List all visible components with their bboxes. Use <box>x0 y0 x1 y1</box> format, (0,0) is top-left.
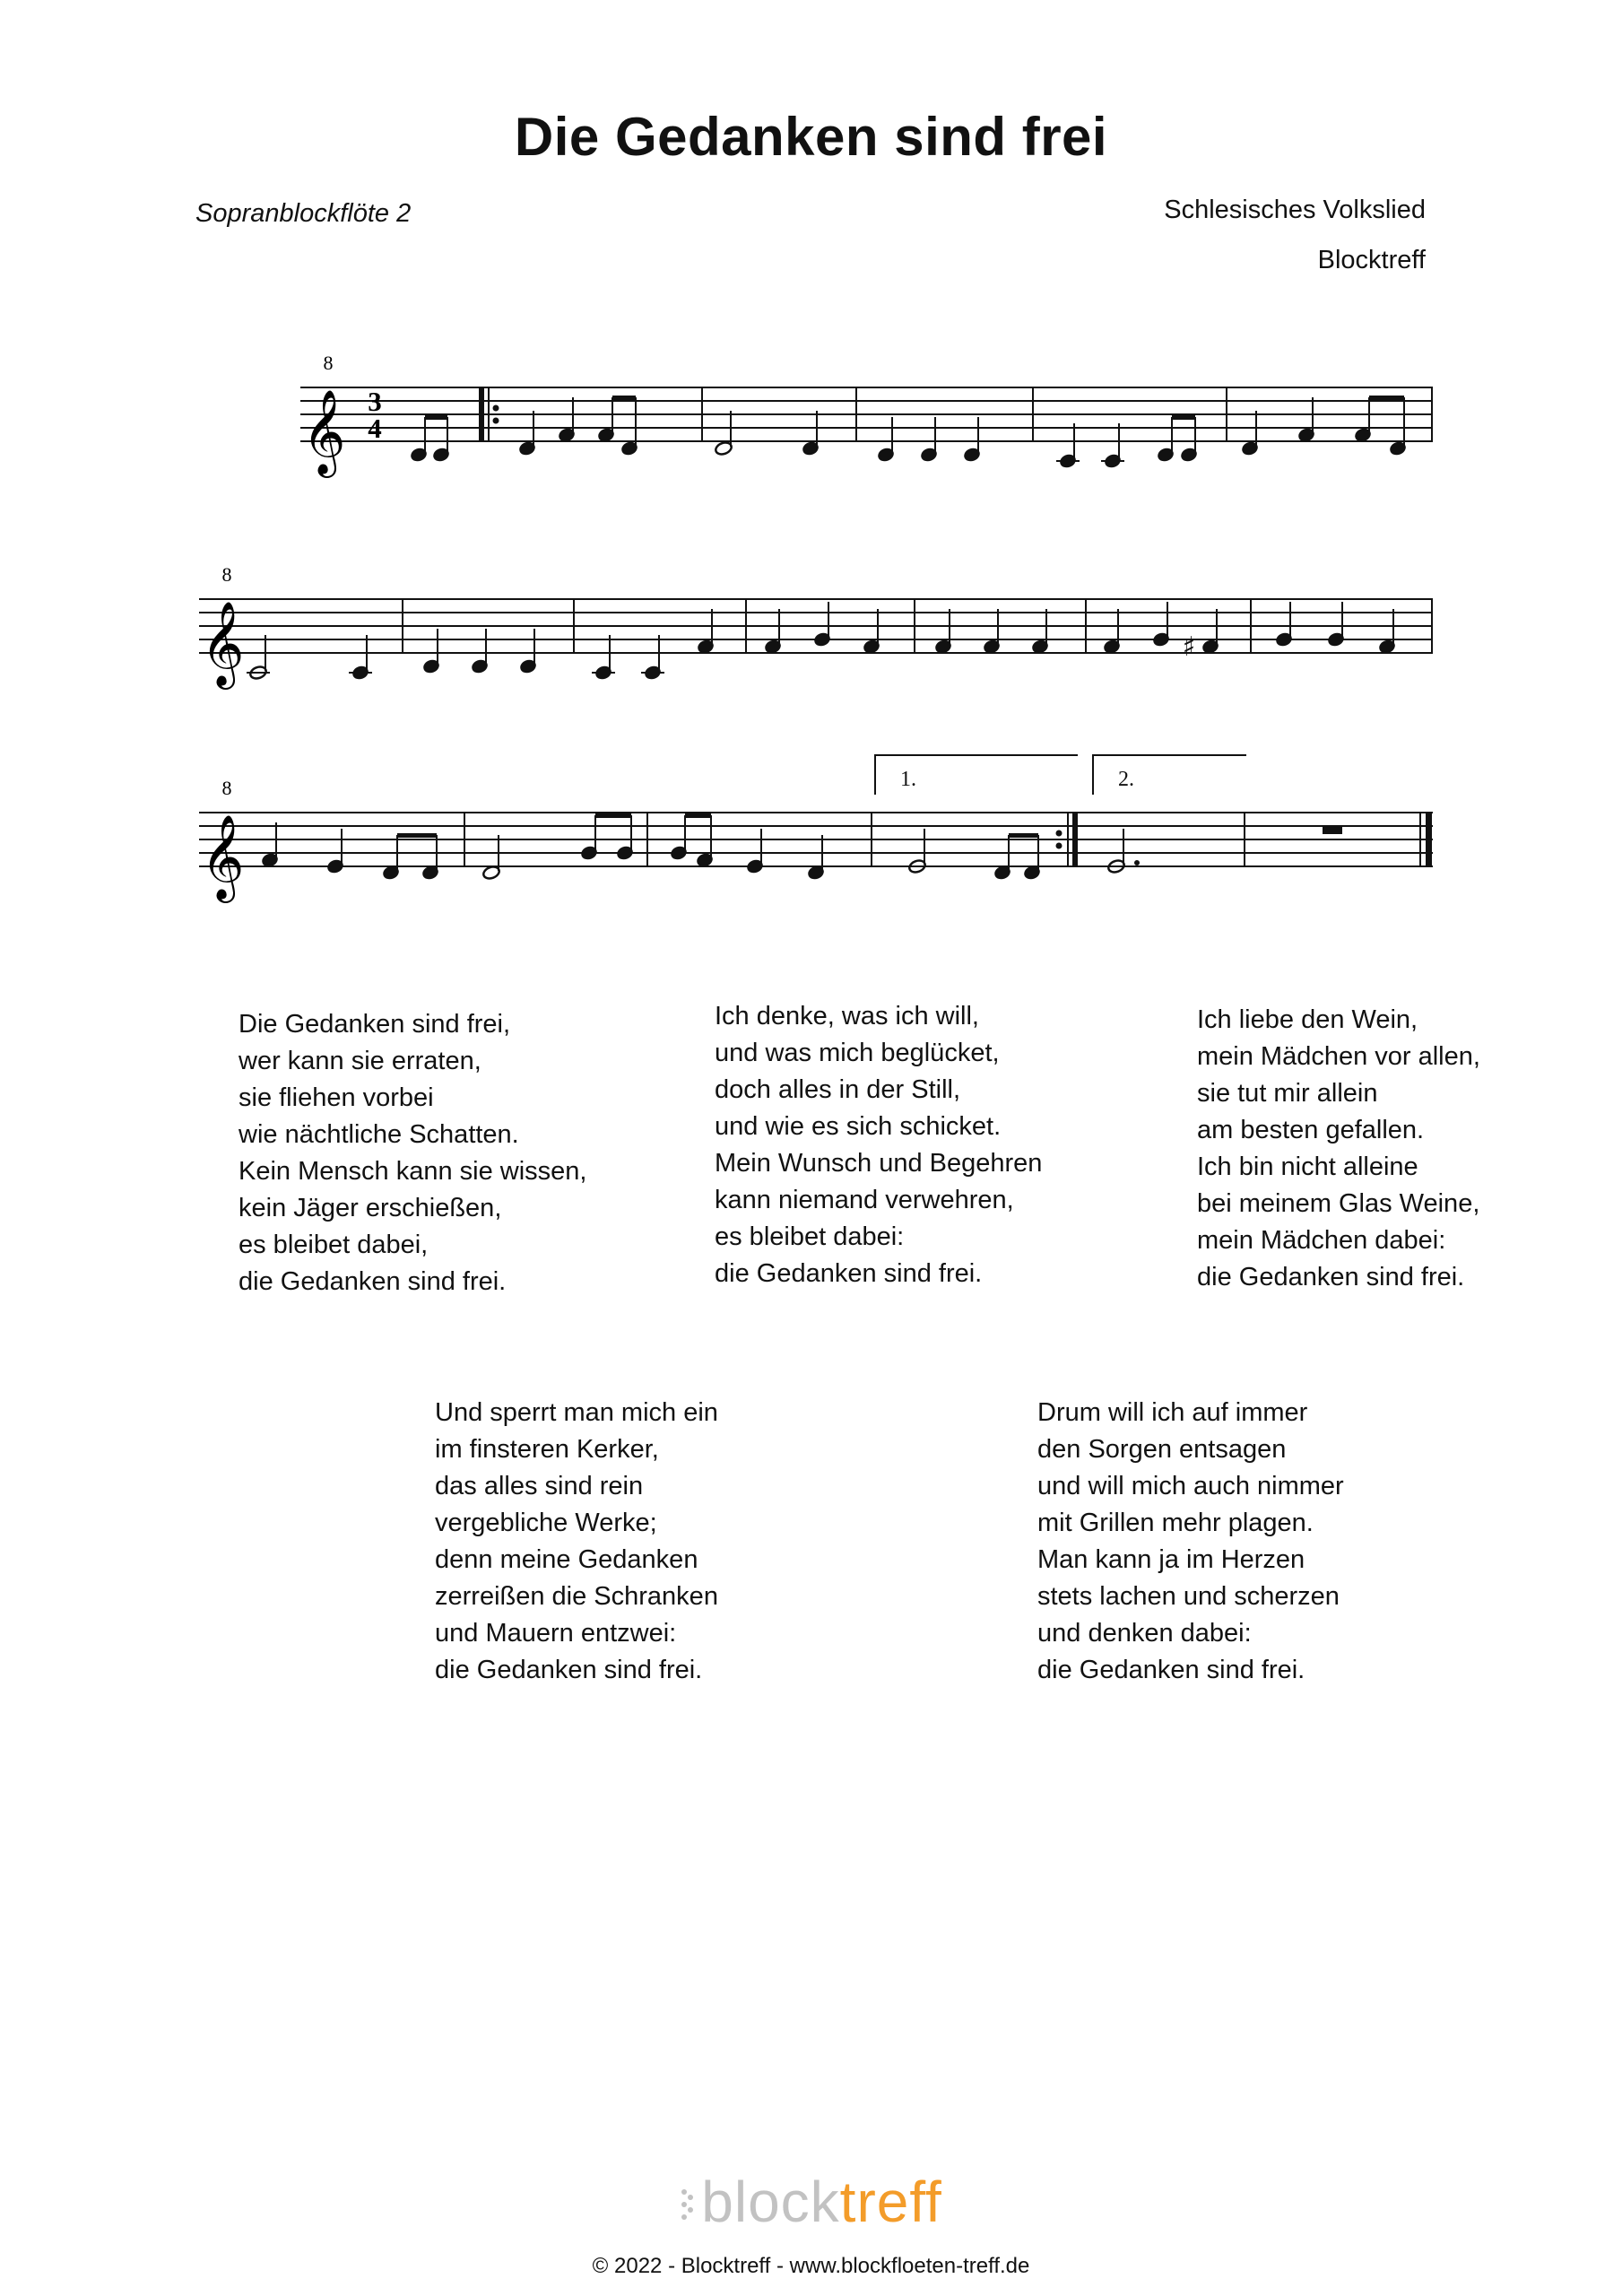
verse-line: kann niemand verwehren, <box>715 1186 1014 1214</box>
verse-line: es bleibet dabei, <box>239 1231 429 1259</box>
treble-8va-clef <box>302 352 345 478</box>
verse-line: Und sperrt man mich ein <box>435 1398 718 1427</box>
arranger-label: Blocktreff <box>1317 246 1426 274</box>
verse-line: kein Jäger erschießen, <box>239 1194 502 1222</box>
logo-text-block: block <box>701 2170 840 2234</box>
verse-line: Drum will ich auf immer <box>1037 1398 1308 1427</box>
verse-line: sie tut mir allein <box>1197 1079 1378 1108</box>
sharp-accidental: ♯ <box>1182 631 1196 663</box>
verse-line: mit Grillen mehr plagen. <box>1037 1509 1314 1537</box>
copyright-footer: © 2022 - Blocktreff - www.blockfloeten-treff.de <box>592 2254 1030 2278</box>
verse-3 <box>1197 1002 1480 1296</box>
verse-line: Man kann ja im Herzen <box>1037 1545 1305 1574</box>
first-ending-bracket <box>875 755 1078 795</box>
clef-octave-mark: 8 <box>221 777 232 799</box>
verse-line: sie fliehen vorbei <box>239 1083 434 1112</box>
second-ending-label: 2. <box>1118 768 1134 791</box>
second-ending-bracket <box>1093 755 1246 795</box>
verse-line: im finsteren Kerker, <box>435 1435 659 1464</box>
time-signature <box>368 386 382 444</box>
verse-line: wer kann sie erraten, <box>239 1047 481 1075</box>
verse-line: die Gedanken sind frei. <box>435 1656 703 1684</box>
verse-line: doch alles in der Still, <box>715 1075 961 1104</box>
verse-line: am besten gefallen. <box>1197 1116 1425 1144</box>
verse-line: die Gedanken sind frei. <box>239 1267 507 1296</box>
verse-line: bei meinem Glas Weine, <box>1197 1189 1480 1218</box>
verse-line: und wie es sich schicket. <box>715 1112 1002 1141</box>
treble-8va-clef <box>201 563 244 690</box>
verse-1 <box>239 1006 586 1300</box>
verse-line: denn meine Gedanken <box>435 1545 698 1574</box>
verse-line: zerreißen die Schranken <box>435 1582 718 1611</box>
whole-rest <box>1323 826 1342 834</box>
verse-line: mein Mädchen vor allen, <box>1197 1042 1480 1071</box>
verse-line: Ich bin nicht alleine <box>1197 1152 1418 1181</box>
svg-text:𝄞: 𝄞 <box>201 601 245 686</box>
verse-line: wie nächtliche Schatten. <box>239 1120 519 1149</box>
verse-5 <box>1037 1395 1344 1689</box>
verse-line: es bleibet dabei: <box>715 1222 905 1251</box>
verse-line: Mein Wunsch und Begehren <box>715 1149 1043 1178</box>
staff-system-2 <box>0 556 1622 718</box>
logo-dots-icon <box>680 2187 694 2226</box>
verse-line: und was mich beglücket, <box>715 1039 1000 1067</box>
instrument-label: Sopranblockflöte 2 <box>195 199 412 228</box>
staff-system-3 <box>0 744 1622 906</box>
svg-text:𝄞: 𝄞 <box>201 814 245 900</box>
blocktreff-logo <box>0 2169 1622 2235</box>
verse-line: Die Gedanken sind frei, <box>239 1010 511 1039</box>
verse-line: Kein Mensch kann sie wissen, <box>239 1157 587 1186</box>
verse-line: die Gedanken sind frei. <box>1037 1656 1305 1684</box>
song-origin: Schlesisches Volkslied <box>1164 196 1426 224</box>
verse-line: den Sorgen entsagen <box>1037 1435 1287 1464</box>
verse-line: und Mauern entzwei: <box>435 1619 677 1648</box>
verse-4 <box>435 1395 718 1689</box>
time-signature-denominator: 4 <box>368 413 382 444</box>
clef-octave-mark: 8 <box>323 352 334 374</box>
verse-line: stets lachen und scherzen <box>1037 1582 1340 1611</box>
verse-line: und denken dabei: <box>1037 1619 1252 1648</box>
clef-octave-mark: 8 <box>221 563 232 586</box>
verse-line: die Gedanken sind frei. <box>1197 1263 1465 1292</box>
logo-text-treff: treff <box>839 2170 942 2234</box>
song-title: Die Gedanken sind frei <box>514 107 1108 167</box>
verse-line: Ich liebe den Wein, <box>1197 1005 1418 1034</box>
time-signature-numerator: 3 <box>368 386 382 417</box>
treble-8va-clef <box>201 777 244 903</box>
verse-line: und will mich auch nimmer <box>1037 1472 1344 1500</box>
verse-line: Ich denke, was ich will, <box>715 1002 979 1031</box>
verse-line: vergebliche Werke; <box>435 1509 657 1537</box>
verse-line: das alles sind rein <box>435 1472 644 1500</box>
first-ending-label: 1. <box>900 768 916 791</box>
verse-2 <box>715 998 1042 1292</box>
verse-line: mein Mädchen dabei: <box>1197 1226 1446 1255</box>
verse-line: die Gedanken sind frei. <box>715 1259 983 1288</box>
staff-system-1 <box>0 341 1622 502</box>
svg-text:𝄞: 𝄞 <box>302 389 346 474</box>
